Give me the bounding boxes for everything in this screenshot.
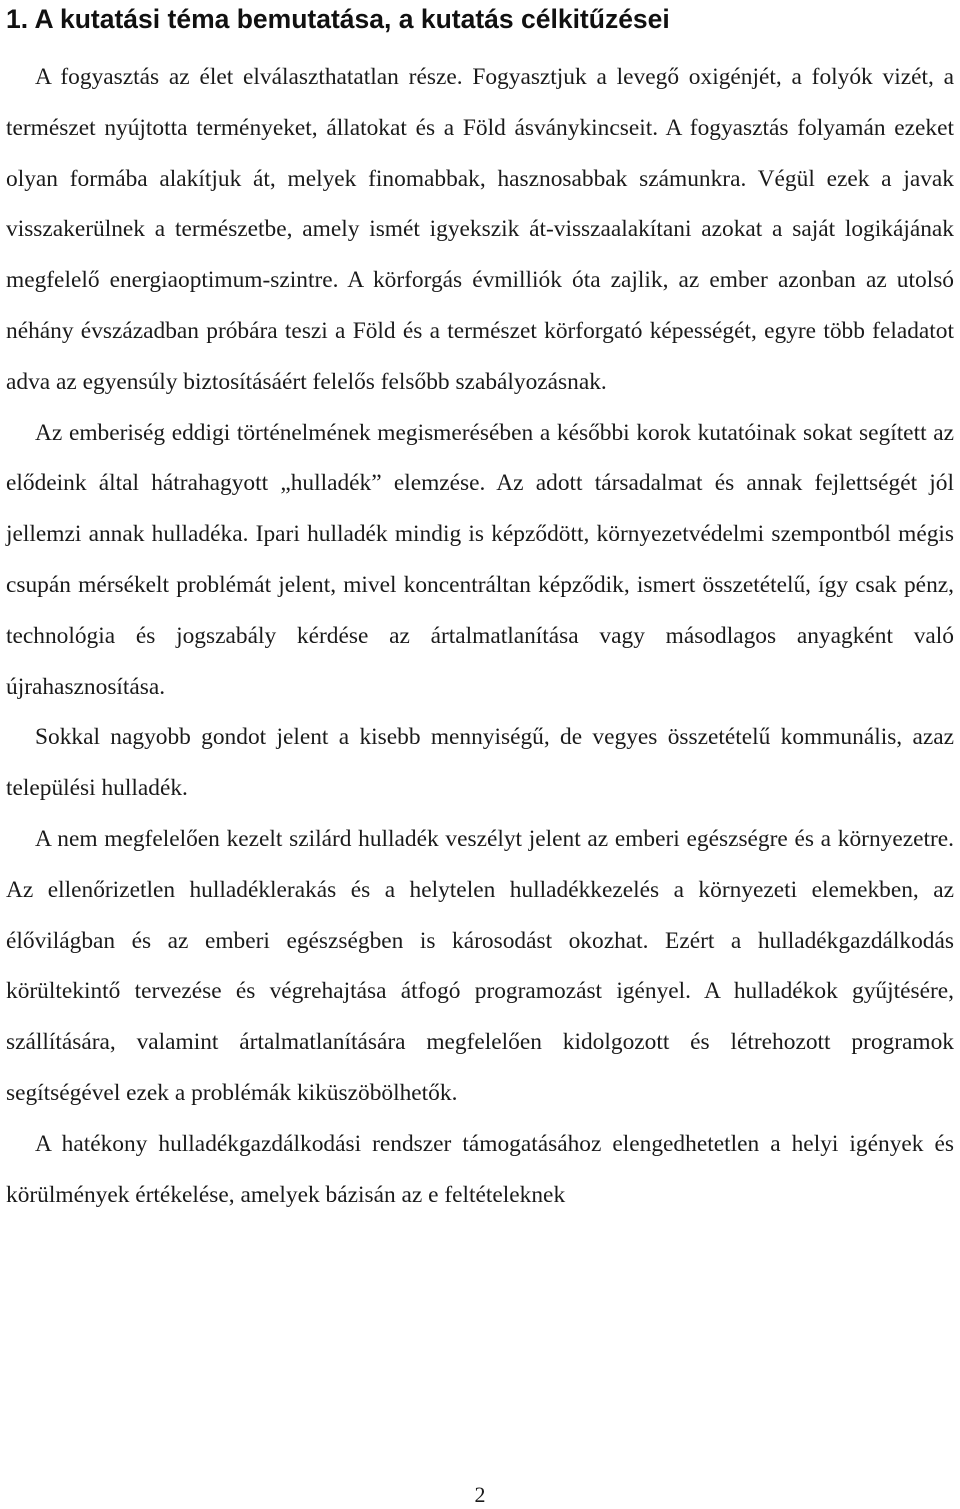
- paragraph-history-waste: Az emberiség eddigi történelmének megismerésében a későbbi korok kutatóinak sokat segített az elődeink által hátrahagyott „hulladék” elemzése. Az adott társadalmat és annak fejlettségét jól jellemzi annak hulladéka. Ipari hulladék mindig is képződött, környezetvédelmi szempontból mégis csupán mérsékelt problémát jelent, mivel koncentráltan képződik, ismert összetételű, így csak pénz, technológia és jogszabály kérdése az ártalmatlanítása vagy másodlagos anyagként való újrahasznosítása.: [6, 419, 954, 700]
- page-number: 2: [474, 1482, 486, 1507]
- paragraph-waste-management: A hatékony hulladékgazdálkodási rendszer támogatásához elengedhetetlen a helyi igények és körülmények értékelése, amelyek bázisán az e feltételeknek: [6, 1130, 954, 1208]
- paragraph-waste-risk: A nem megfelelően kezelt szilárd hulladék veszélyt jelent az emberi egészségre és a környezetre. Az ellenőrizetlen hulladéklerakás és a helytelen hulladékkezelés a környezeti elemekben, az élővilágban és az emberi egészségben is károsodást okozhat. Ezért a hulladékgazdálkodás körültekintő tervezése és végrehajtása átfogó programozást igényel. A hulladékok gyűjtésére, szállítására, valamint ártalmatlanítására megfelelően kidolgozott és létrehozott programok segítségével ezek a problémák kiküszöbölhetők.: [6, 825, 954, 1106]
- section-heading: 1. A kutatási téma bemutatása, a kutatás célkitűzései: [6, 4, 670, 34]
- paragraph-consumption: A fogyasztás az élet elválaszthatatlan része. Fogyasztjuk a levegő oxigénjét, a folyók vizét, a természet nyújtotta terményeket, állatokat és a Föld ásványkincseit. A fogyasztás folyamán ezeket olyan formába alakítjuk át, melyek finomabbak, hasznosabbak számunkra. Végül ezek a javak visszakerülnek a természetbe, amely ismét igyekszik át-visszaalakítani azokat a saját logikájának megfelelő energiaoptimum-szintre. A körforgás évmilliók óta zajlik, az ember azonban az utolsó néhány évszázadban próbára teszi a Föld és a természet körforgató képességét, egyre több feladatot adva az egyensúly biztosításáért felelős felsőbb szabályozásnak.: [6, 64, 954, 395]
- document-page: [6, 0, 954, 1220]
- paragraph-municipal-waste: Sokkal nagyobb gondot jelent a kisebb mennyiségű, de vegyes összetételű kommunális, azaz települési hulladék.: [6, 724, 954, 802]
